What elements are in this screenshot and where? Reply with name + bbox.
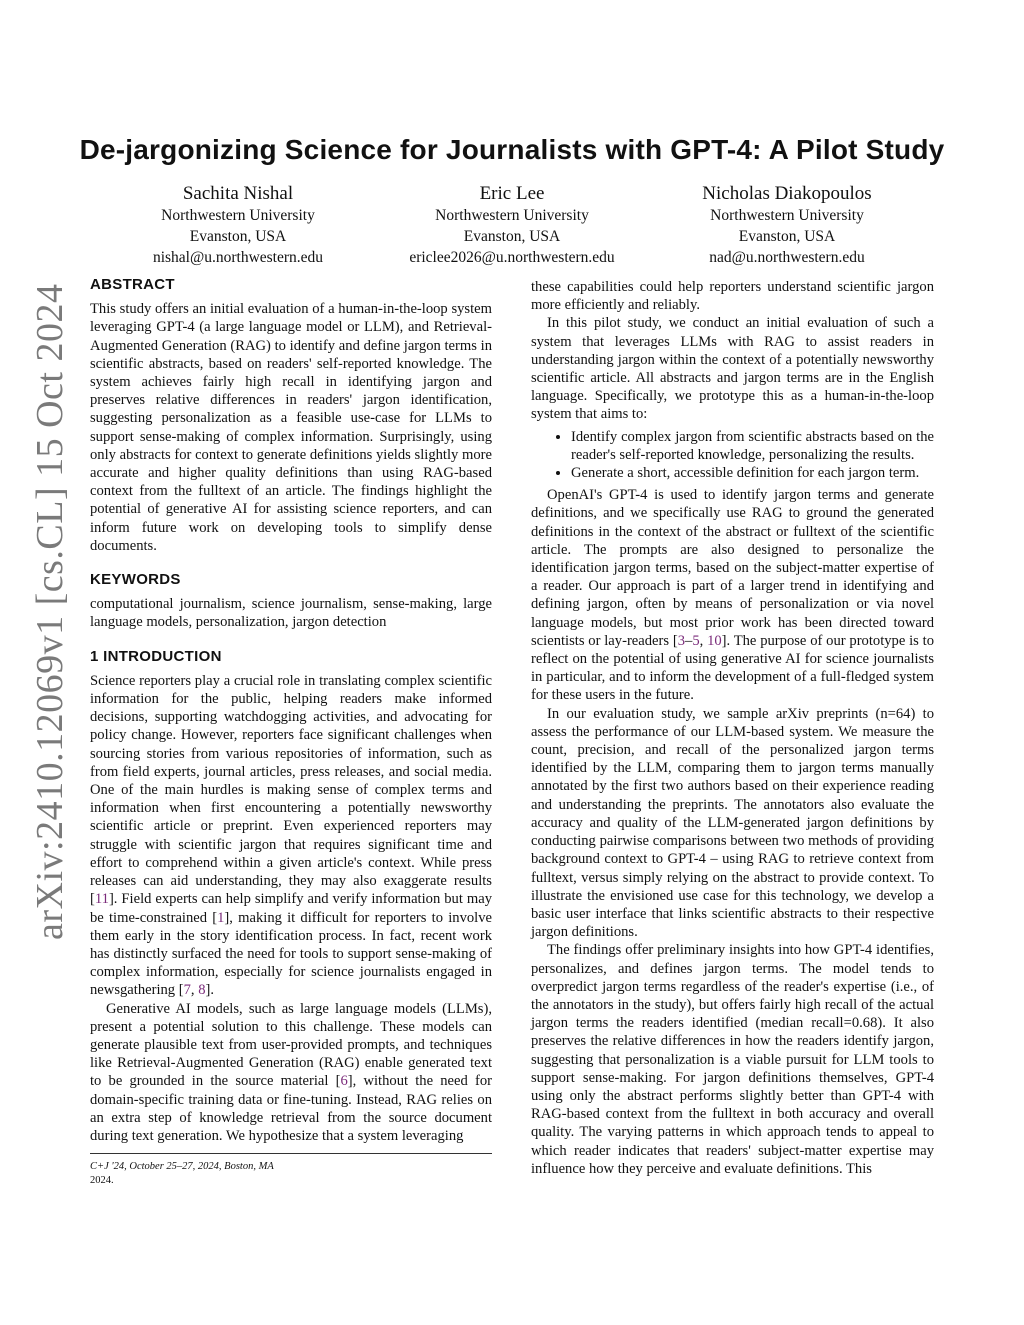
citation-link[interactable]: 8: [198, 982, 206, 999]
citation-link[interactable]: 10: [707, 632, 722, 649]
citation-link[interactable]: 3: [677, 632, 686, 649]
aims-list: [531, 428, 934, 483]
left-column: [90, 276, 492, 1145]
author-affiliation: Northwestern University: [161, 207, 315, 224]
list-item: • Identify complex jargon from scientific abstracts based on the reader's self-reported knowledge, personalizing the results.: [571, 428, 934, 464]
keywords-heading: KEYWORDS: [90, 571, 181, 589]
intro-paragraph-1: Science reporters play a crucial role in translating complex scientific information for the public, helping readers make informed decisions, supporting watchdogging activities, and advocating for policy change. However, reporters face significant challenges when sourcing stories from various repositories of information, such as from field experts, journal articles, press releases, and social media. One of the main hurdles is making sense of complex terms and information when first encountering a potentially newsworthy scientific article or preprint. Even experienced reporters may struggle with scientific jargon that requires significant time and effort to comprehend within a given article's context. While press releases can aid understanding, they may also exaggerate results [11]. Field experts can help simplify and verify information but may be time-constrained [1], making it difficult for reporters to involve them early in the story identification process. In fact, recent work has distinctly surfaced the need for tools to support sense-making of complex information, especially for science journalists engaged in newsgathering [7, 8].: [90, 672, 493, 999]
abstract-heading: ABSTRACT: [90, 276, 175, 293]
introduction-heading: 1 INTRODUCTION: [90, 647, 222, 665]
author-location: Evanston, USA: [463, 228, 561, 245]
author-name: Sachita Nishal: [182, 183, 294, 204]
abstract-text: This study offers an initial evaluation of a human-in-the-loop system leveraging GPT-4 (a large language model or LLM), and Retrieval-Augmented Generation (RAG) to identify and define jargon terms in scientific abstracts, based on readers' self-reported knowledge. The system achieves fairly high recall in identifying jargon and preserves relative differences in readers' jargon identification, suggesting personalization as a feasible use-case for LLMs to support sense-making of complex information. Surprisingly, using only abstracts for context to generate definitions yields slightly more accurate and higher quality definitions than using RAG-based context from the fulltext of an article. The findings highlight the potential of generative AI for assisting science reporters, and can inform future work on developing tools to simplify dense documents.: [90, 301, 492, 554]
author-email: nad@u.northwestern.edu: [709, 249, 865, 266]
author-affiliation: Northwestern University: [435, 207, 589, 224]
author-affiliation: Northwestern University: [710, 207, 864, 224]
arxiv-identifier: arXiv:2410.12069v1 [cs.CL] 15 Oct 2024: [29, 283, 71, 940]
footnote: [90, 1160, 274, 1188]
author-location: Evanston, USA: [189, 228, 287, 245]
intro-paragraph-6: The findings offer preliminary insights into how GPT-4 identifies, personalizes, and defines jargon terms. The model tends to overpredict jargon terms regardless of the reader's expertise (i.e., of the annotators in the study), but offers fairly high recall of the actual jargon terms the readers identified (median recall=0.68). It also preserves the relative differences in how the readers identify jargon, suggesting that personalization is a viable pursuit for LLM tools to support sense-making. For jargon definitions themselves, GPT-4 using only the abstract performs slightly better than GPT-4 with RAG-based context from the fulltext in both accuracy and overall quality. The varying patterns in which approach tends to appeal to which reader indicates that readers' subject-matter expertise may influence how they perceive and evaluate definitions. This: [531, 942, 934, 1177]
citation-link[interactable]: 11: [94, 891, 109, 908]
paper-title: De-jargonizing Science for Journalists with GPT-4: A Pilot Study: [79, 134, 945, 165]
author-block-2: [362, 183, 662, 268]
author-block-3: [637, 183, 937, 268]
keywords-text: computational journalism, science journalism, sense-making, large language models, personalization, jargon detection: [90, 596, 492, 631]
year-text: 2024.: [90, 1175, 114, 1186]
author-name: Eric Lee: [479, 183, 545, 204]
author-location: Evanston, USA: [738, 228, 836, 245]
footnote-rule: [90, 1153, 492, 1154]
author-email: nishal@u.northwestern.edu: [152, 249, 324, 266]
right-column: [531, 278, 934, 1178]
venue-text: C+J '24, October 25–27, 2024, Boston, MA: [90, 1161, 274, 1172]
author-email: ericlee2026@u.northwestern.edu: [409, 249, 615, 266]
intro-paragraph-2: Generative AI models, such as large language models (LLMs), present a potential solution to this challenge. These models can generate plausible text from user-provided prompts, and techniques like Retrieval-Augmented Generation (RAG) enable generated text to be grounded in the source material [6], without the need for domain-specific training data or fine-tuning. Instead, RAG relies on an extra step of knowledge retrieval from the source document during text generation. We hypothesize that a system leveraging: [90, 1000, 492, 1144]
author-name: Nicholas Diakopoulos: [702, 183, 872, 204]
author-block-1: [88, 183, 388, 268]
intro-paragraph-3: In this pilot study, we conduct an initial evaluation of such a system that leverages LLMs with RAG to assist readers in understanding jargon within the context of a potentially newsworthy scientific article. All abstracts and jargon terms are in the English language. Specifically, we prototype this as a human-in-the-loop system that aims to:: [531, 315, 934, 423]
citation-link[interactable]: 1: [217, 909, 225, 926]
intro-paragraph-2-cont: these capabilities could help reporters understand scientific jargon more efficiently and reliably.: [531, 279, 934, 314]
citation-link[interactable]: 7: [183, 982, 191, 999]
intro-paragraph-4: OpenAI's GPT-4 is used to identify jargon terms and generate definitions, and we specifically use RAG to ground the generated definitions in the context of the abstract or fulltext of the scientific article. The prompts are also designed to personalize the identification jargon terms, based on the subject-matter expertise of a reader. Our approach is part of a larger trend in identifying and defining jargon, often by means of personalization or via novel language models, but most prior work has been directed toward scientists or lay-readers [3–5, 10]. The purpose of our prototype is to reflect on the potential of using generative AI for science journalists in particular, and to inform the development of a full-fledged system for these users in the future.: [531, 487, 934, 704]
citation-link[interactable]: 6: [340, 1073, 348, 1090]
intro-paragraph-5: In our evaluation study, we sample arXiv preprints (n=64) to assess the performance of our LLM-based system. We measure the count, precision, and recall of the personalized jargon terms identified by the LLM, comparing them to jargon terms manually annotated by the first two authors based on their experience reading and understanding the preprints. The annotators also evaluate the accuracy and quality of the LLM-generated jargon definitions by conducting pairwise comparisons between two methods of providing background context to GPT-4 – using RAG to retrieve context from fulltext, versus simply relying on the abstract to provide context. To illustrate the envisioned use case for this technology, we develop a basic user interface that links scientific abstracts to their respective jargon definitions.: [531, 705, 934, 941]
list-item: • Generate a short, accessible definition for each jargon term.: [571, 464, 934, 482]
citation-link[interactable]: 5: [692, 632, 700, 649]
